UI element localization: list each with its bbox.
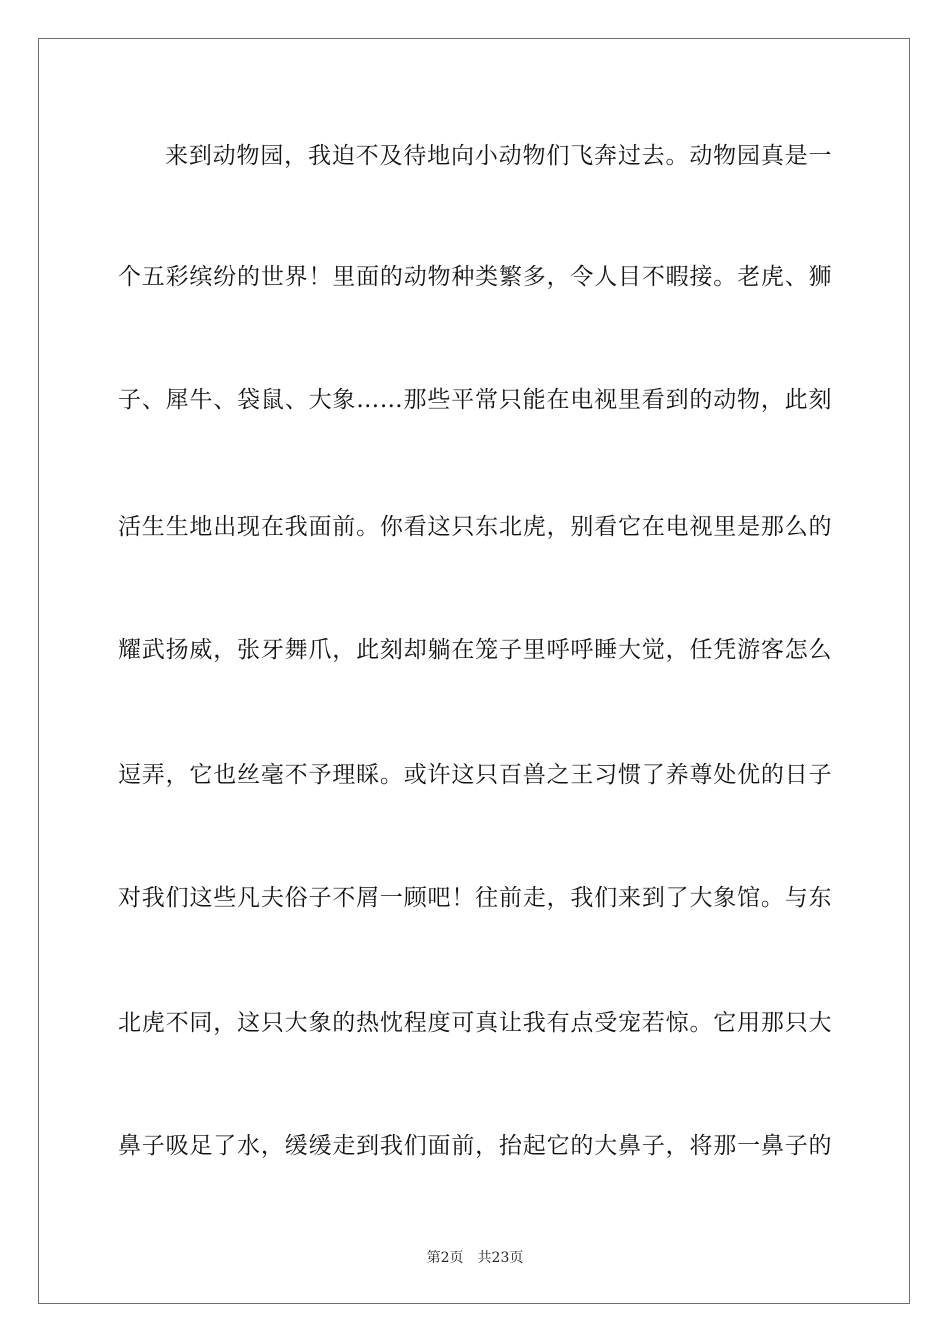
page-border [38, 38, 910, 1304]
paragraph-line: 来到动物园，我迫不及待地向小动物们飞奔过去。动物园真是一 [165, 143, 832, 169]
page-number: 第2页 [426, 1250, 464, 1266]
page-total: 共23页 [477, 1250, 524, 1266]
paragraph-line: 北虎不同，这只大象的热忱程度可真让我有点受宠若惊。它用那只大 [118, 1010, 832, 1036]
paragraph-line: 逗弄，它也丝毫不予理睬。或许这只百兽之王习惯了养尊处优的日子 [118, 762, 832, 788]
paragraph-line: 鼻子吸足了水，缓缓走到我们面前，抬起它的大鼻子，将那一鼻子的 [118, 1133, 832, 1159]
paragraph-line: 个五彩缤纷的世界！里面的动物种类繁多，令人目不暇接。老虎、狮 [118, 264, 832, 290]
paragraph-line: 子、犀牛、袋鼠、大象……那些平常只能在电视里看到的动物，此刻 [118, 387, 832, 413]
paragraph-line: 对我们这些凡夫俗子不屑一顾吧！往前走，我们来到了大象馆。与东 [118, 885, 832, 911]
paragraph-line: 耀武扬威，张牙舞爪，此刻却躺在笼子里呼呼睡大觉，任凭游客怎么 [118, 637, 832, 663]
paragraph-line: 活生生地出现在我面前。你看这只东北虎，别看它在电视里是那么的 [118, 514, 832, 540]
page-footer [0, 1247, 950, 1267]
